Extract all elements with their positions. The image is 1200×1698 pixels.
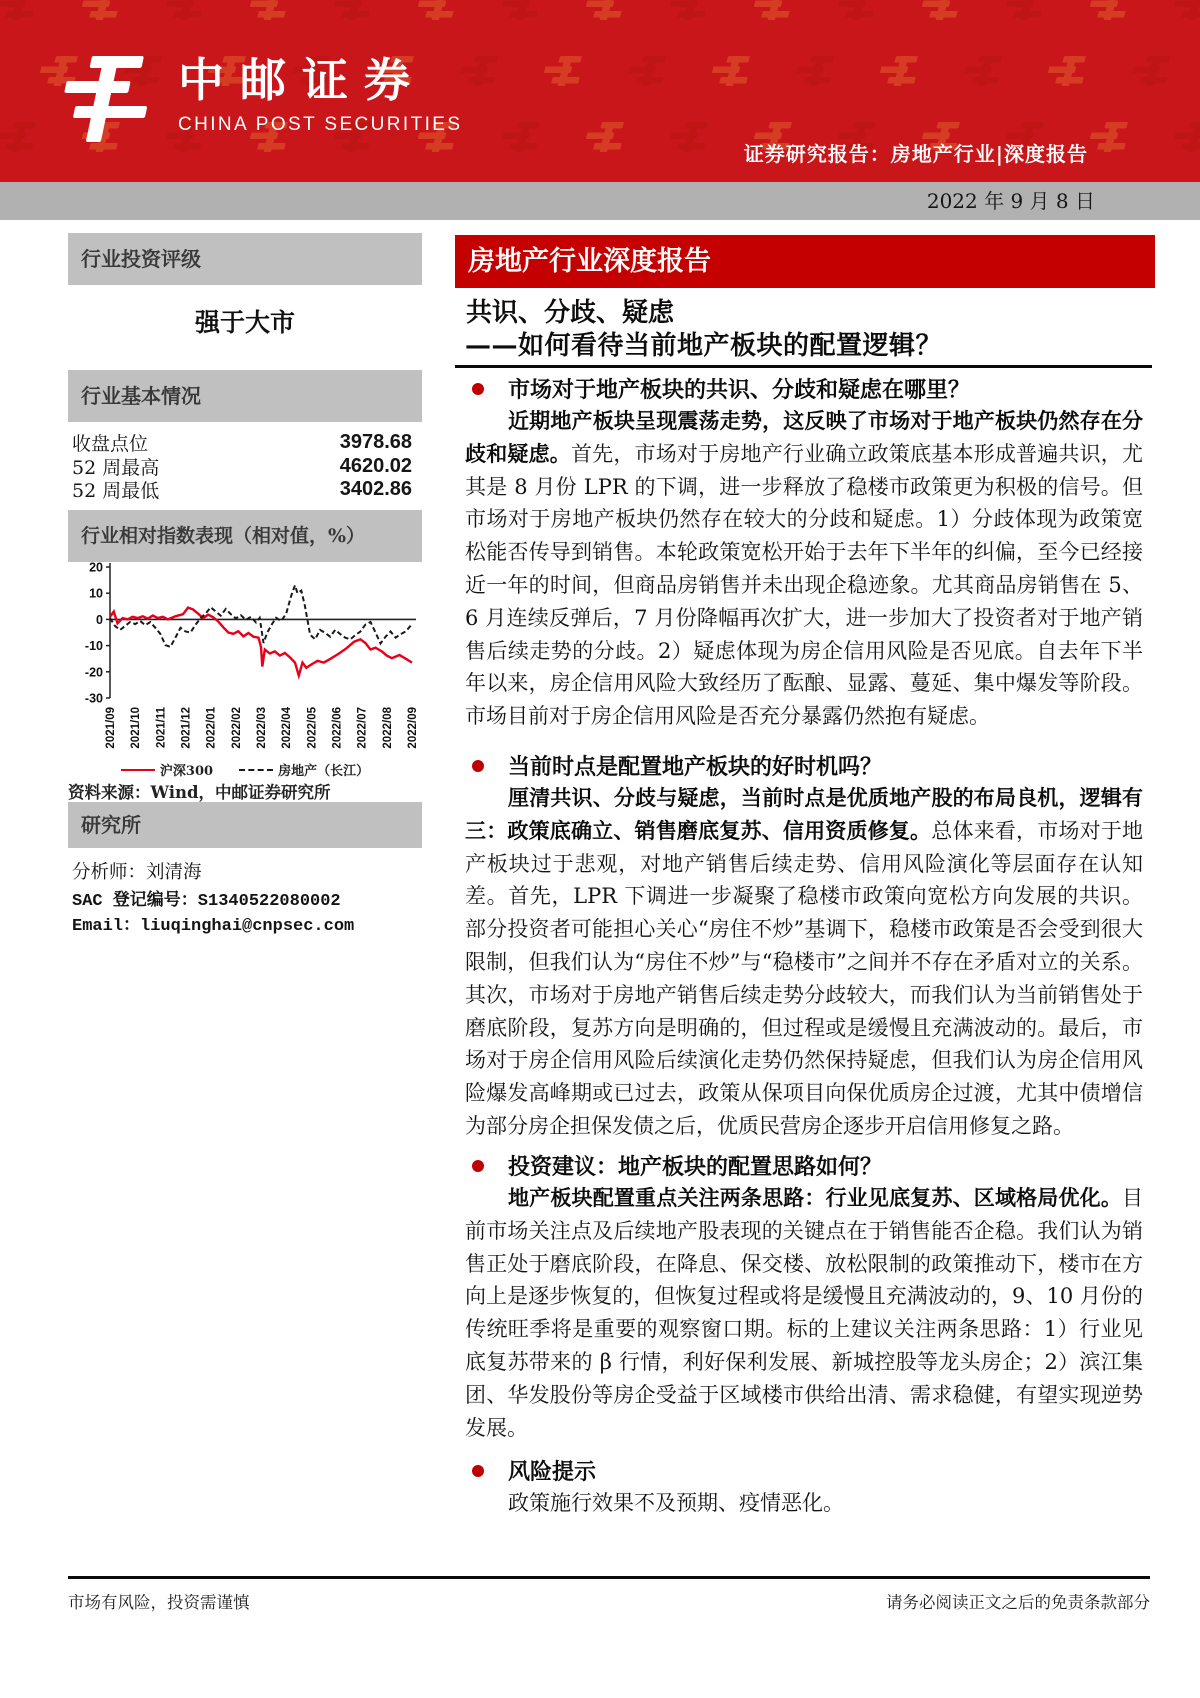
paragraph-lead: 近期地产板块呈现震荡走势，这反映了市场对于地产板块仍然存在分歧和疑虑。 [465, 408, 1143, 466]
svg-text:10: 10 [89, 586, 103, 601]
relative-performance-chart [75, 555, 420, 757]
svg-text:0: 0 [96, 612, 103, 627]
svg-text:-20: -20 [84, 665, 103, 680]
chart-header: 行业相对指数表现（相对值，%） [68, 510, 422, 562]
svg-text:20: 20 [89, 560, 103, 575]
rating-value: 强于大市 [194, 308, 295, 337]
paragraph-body: 目前市场关注点及后续地产股表现的关键点在于销售能否企稳。我们认为销售正处于磨底阶段，在降息、保交楼、放松限制的政策推动下，楼市在方向上是逐步恢复的，但恢复过程或将是缓慢且充满波动的，9、10 月份的传统旺季将是重要的观察窗口期。标的上建议关注两条思路：1）行业见底复苏带来的 β 行情，利好保利发展、新城控股等龙头房企；2）滨江集团、华发股份等房企受益于区域楼市供给出清、需求稳健，有望实现逆势发展。 [465, 1186, 1143, 1440]
legend-item [239, 760, 369, 779]
report-date: 2022 年 9 月 8 日 [926, 189, 1095, 213]
svg-text:2022/03: 2022/03 [256, 707, 268, 749]
svg-text:2021/09: 2021/09 [105, 707, 117, 749]
legend-item [121, 760, 213, 779]
basics-label: 52 周最低 [72, 479, 160, 502]
svg-text:-10: -10 [84, 639, 103, 654]
svg-text:2022/02: 2022/02 [230, 707, 243, 749]
svg-text:2022/05: 2022/05 [306, 707, 319, 749]
paragraph-lead: 厘清共识、分歧与疑虑，当前时点是优质地产股的布局良机，逻辑有三：政策底确立、销售磨底复苏、信用资质修复。 [465, 785, 1143, 843]
section-heading [472, 750, 882, 781]
basics-value: 3402.86 [339, 477, 412, 500]
paragraph-body: 总体来看，市场对于地产板块过于悲观，对地产销售后续走势、信用风险演化等层面存在认知差。首先，LPR 下调进一步凝聚了稳楼市政策向宽松方向发展的共识。部分投资者可能担心关心“房住不炒”基调下，稳楼市政策是否会受到很大限制，但我们认为“房住不炒”与“稳楼市”之间并不存在矛盾对立的关系。其次，市场对于房地产销售后续走势分歧较大，而我们认为当前销售处于磨底阶段，复苏方向是明确的，但过程或是缓慢且充满波动的。最后，市场对于房企信用风险后续演化走势仍然保持疑虑，但我们认为房企信用风险爆发高峰期或已过去，政策从保项目向保优质房企过渡，尤其中债增信为部分房企担保发债之后，优质民营房企逐步开启信用修复之路。 [465, 818, 1144, 1138]
footer-divider [68, 1576, 1150, 1579]
basics-header: 行业基本情况 [68, 370, 422, 422]
section-heading-text: 市场对于地产板块的共识、分歧和疑虑在哪里？ [508, 377, 971, 403]
china-post-emblem-icon [54, 54, 160, 146]
brand-logo [54, 54, 462, 146]
basics-value: 3978.68 [339, 431, 412, 454]
brand-name-cn: 中邮证券 [178, 54, 426, 106]
section-paragraph [465, 782, 1143, 1143]
section-paragraph [465, 405, 1143, 733]
basics-label: 52 周最高 [72, 456, 160, 479]
report-category-bar [455, 235, 1155, 288]
svg-text:2022/07: 2022/07 [356, 707, 369, 749]
section-heading-text: 当前时点是配置地产板块的好时机吗？ [508, 754, 883, 780]
table-row [72, 454, 412, 477]
basics-label: 收盘点位 [72, 433, 149, 456]
legend-label: 沪深300 [159, 764, 214, 779]
svg-text:2022/08: 2022/08 [381, 707, 394, 749]
section-heading [472, 373, 970, 404]
report-type-label: 证券研究报告：房地产行业|深度报告 [743, 142, 1088, 166]
svg-text:2022/06: 2022/06 [331, 707, 344, 749]
svg-text:2022/04: 2022/04 [281, 707, 294, 749]
svg-text:2021/12: 2021/12 [180, 707, 193, 749]
section-heading [472, 1455, 596, 1486]
chart-legend [68, 760, 422, 779]
legend-label: 房地产（长江） [278, 764, 370, 779]
sidebar [68, 233, 422, 1533]
analyst-email[interactable]: Email：liuqinghai@cnpsec.com [72, 917, 355, 936]
brand-name-en: CHINA POST SECURITIES [178, 114, 463, 135]
basics-value: 4620.02 [339, 454, 412, 477]
data-source: 资料来源：Wind，中邮证券研究所 [68, 783, 331, 802]
paragraph-body: 政策施行效果不及预期、疫情恶化。 [508, 1491, 844, 1515]
rating-header: 行业投资评级 [68, 233, 422, 285]
line-chart [75, 555, 420, 757]
dashed-line-swatch-icon [239, 769, 273, 771]
report-title-line2: ——如何看待当前地产板块的配置逻辑？ [465, 331, 943, 361]
report-title-line1: 共识、分歧、疑虑 [466, 298, 675, 328]
svg-text:-30: -30 [84, 691, 103, 706]
paragraph-lead: 地产板块配置重点关注两条思路：行业见底复苏、区域格局优化。 [508, 1185, 1122, 1210]
institute-header: 研究所 [68, 802, 422, 848]
basics-table [72, 431, 412, 501]
footer-disclaimer-left: 市场有风险，投资需谨慎 [68, 1593, 250, 1612]
paragraph-body: 首先，市场对于房地产行业确立政策底基本形成普遍共识，尤其是 8 月份 LPR 的下调，进一步释放了稳楼市政策更为积极的信号。但市场对于房地产板块仍然存在较大的分歧和疑虑。1）分歧体现为政策宽松能否传导到销售。本轮政策宽松开始于去年下半年的纠偏，至今已经接近一年的时间，但商品房销售并未出现企稳迹象。尤其商品房销售在 5、6 月连续反弹后，7 月份降幅再次扩大，进一步加大了投资者对于地产销售后续走势的分歧。2）疑虑体现为房企信用风险是否见底。自去年下半年以来，房企信用风险大致经历了酝酿、显露、蔓延、集中爆发等阶段。市场目前对于房企信用风险是否充分暴露仍然抱有疑虑。 [465, 441, 1143, 729]
solid-line-swatch-icon [121, 769, 155, 771]
analyst-sac-number: SAC 登记编号：S1340522080002 [72, 892, 341, 911]
report-category-title: 房地产行业深度报告 [468, 246, 711, 277]
section-heading [472, 1150, 882, 1181]
svg-text:2021/10: 2021/10 [130, 707, 143, 749]
bullet-dot-icon [472, 383, 484, 395]
analyst-name: 分析师：刘清海 [72, 862, 202, 883]
date-bar [0, 182, 1200, 220]
brand-name [178, 54, 462, 136]
title-divider [455, 365, 1152, 368]
table-row [72, 478, 412, 501]
footer-disclaimer-right: 请务必阅读正文之后的免责条款部分 [886, 1593, 1150, 1612]
svg-text:2021/11: 2021/11 [155, 707, 168, 748]
bullet-dot-icon [472, 1465, 484, 1477]
section-paragraph [465, 1182, 1143, 1444]
section-paragraph [465, 1487, 1143, 1520]
svg-text:2022/09: 2022/09 [407, 707, 419, 749]
svg-text:2022/01: 2022/01 [205, 707, 218, 749]
top-banner [0, 0, 1200, 182]
section-heading-text: 风险提示 [508, 1459, 597, 1485]
bullet-dot-icon [472, 1160, 484, 1172]
bullet-dot-icon [472, 760, 484, 772]
table-row [72, 431, 412, 454]
section-heading-text: 投资建议：地产板块的配置思路如何？ [508, 1154, 883, 1180]
